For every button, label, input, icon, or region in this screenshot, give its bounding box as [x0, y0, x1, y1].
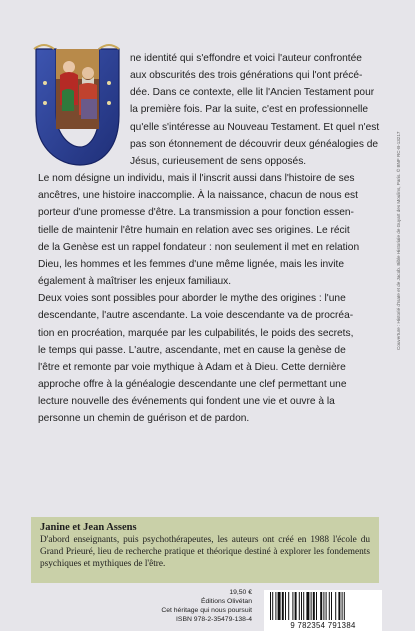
barcode-bar: [316, 592, 317, 620]
barcode-bar: [342, 592, 343, 620]
text-line: personne un chemin de guérison et de pardon.: [38, 413, 250, 425]
barcode-bar: [299, 592, 300, 620]
isbn: ISBN 978-2-35479-138-4: [176, 616, 252, 624]
barcode-bar: [338, 592, 340, 620]
text-line: la première fois. Par la suite, c'est en professionnelle: [130, 104, 369, 116]
text-line: également à maîtriser les enjeux familiaux.: [38, 276, 232, 288]
paragraph-1: [130, 50, 380, 170]
text-line: porteur d'une promesse d'être. La transmission a pour fonction essen-: [38, 207, 354, 219]
barcode-bar: [344, 592, 345, 620]
book-title: Cet héritage qui nous poursuit: [161, 607, 252, 615]
author-bio: D'abord enseignants, puis psychothérapeutes, les auteurs ont créé en 1988 l'école du Grand Prieuré, lieu de recherche pratique et théorique destiné à explorer les fondements psychiques et mythiques de l'être.: [40, 535, 370, 570]
barcode-bar: [335, 592, 336, 620]
publication-info: [137, 588, 252, 624]
publisher: Éditions Olivétan: [200, 598, 252, 606]
barcode-bar: [278, 592, 281, 620]
barcode-bar: [313, 592, 315, 620]
barcode-bar: [285, 592, 286, 620]
text-line: ancêtres, une histoire inaccomplie. À la naissance, chacun de nous est: [38, 190, 358, 202]
text-line: approche offre à la généalogie descendante une clef permettant une: [38, 378, 347, 390]
text-line: lecture nouvelle des événements qui fondent une vie et ouvre à la: [38, 396, 335, 408]
cover-image-credit: Couverture : Historié d'Isaïe et de Jacob. Bible Historiale de Guyart des Moulins, Paris. © BNF RC-B-13217: [396, 131, 401, 350]
text-line: tion en procréation, marquée par les culpabilités, le poids des secrets,: [38, 327, 354, 339]
barcode-bar: [292, 592, 293, 620]
barcode-bar: [326, 592, 327, 620]
barcode-bar: [320, 592, 322, 620]
author-names: Janine et Jean Assens: [40, 522, 137, 533]
text-line: aux obscurités des trois générations qui l'ont précé-: [130, 70, 363, 82]
text-line: pas son étonnement de découvrir deux généalogies de: [130, 138, 379, 150]
barcode-bar: [323, 592, 324, 620]
barcode-bar: [303, 592, 304, 620]
barcode-bar: [311, 592, 312, 620]
text-line: descendante, l'autre ascendante. La voie descendante va de procréa-: [38, 310, 354, 322]
text-line: tielle de maintenir l'être humain en relation avec ses origines. Le récit: [38, 224, 350, 236]
author-box: [31, 517, 379, 583]
text-line: le temps qui passe. L'autre, ascendante, met en cause la genèse de: [38, 344, 346, 356]
barcode-bar: [306, 592, 309, 620]
barcode-bar: [331, 592, 332, 620]
text-line: Le nom désigne un individu, mais il l'inscrit aussi dans l'histoire de ses: [38, 173, 355, 185]
paragraph-3: [38, 290, 374, 427]
text-line: qu'elle s'intéresse au Nouveau Testament. Et quel n'est: [130, 121, 380, 133]
text-line: ne identité qui s'effondre et voici l'auteur confrontée: [130, 53, 362, 64]
text-line: de la Genèse est un rappel fondateur : non seulement il met en relation: [38, 241, 360, 253]
barcode-bar: [272, 592, 273, 620]
barcode-bar: [282, 592, 284, 620]
barcode-bar: [275, 592, 276, 620]
price: 19,50 €: [229, 589, 252, 596]
paragraph-2: [38, 170, 374, 290]
text-line: Jésus, curieusement de sens opposés.: [130, 155, 307, 167]
barcode-bar: [270, 592, 271, 620]
back-cover-body-text: [38, 50, 380, 427]
text-line: Dieu, les hommes et les femmes d'une même lignée, mais les invite: [38, 258, 344, 270]
text-line: dée. Dans ce contexte, elle lit l'Ancien Testament pour: [130, 87, 375, 99]
barcode-bar: [329, 592, 330, 620]
barcode-bar: [288, 592, 289, 620]
text-line: l'être et remonte par voie mythique à Adam et à Dieu. Cette dernière: [38, 361, 346, 373]
text-line: Deux voies sont possibles pour aborder le mythe des origines : l'une: [38, 293, 346, 305]
barcode-number: 9 782354 791384: [264, 621, 382, 630]
barcode-bars: [264, 590, 382, 621]
barcode-bar: [295, 592, 297, 620]
barcode-bar: [301, 592, 302, 620]
